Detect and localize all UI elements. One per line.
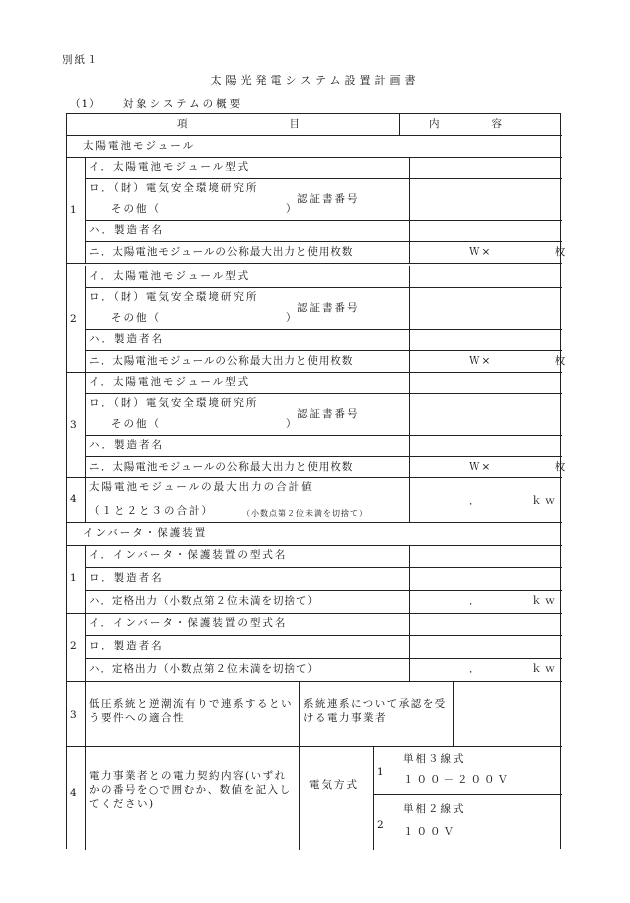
module-output-value: Ｗ× 枚 [469,246,568,258]
module-group-number: 2 [70,313,79,325]
total-number: 4 [70,493,79,505]
header-item: 項 目 [177,118,302,130]
total-note: （小数点第２位未満を切捨て） [242,509,368,518]
module-other-label: その他（ ） [111,312,299,324]
module-cert-label: 認証書番号 [297,302,360,314]
module-lab-label: ロ．（財）電気安全環境研究所 [89,182,259,194]
module-type-label: イ．太陽電池モジュール型式 [89,161,251,173]
section-heading [70,96,243,111]
total-label: 太陽電池モジュールの最大出力の合計値 [89,481,314,493]
option-1-number: 1 [377,766,386,778]
inverter-rating-value: ． ｋｗ [469,595,559,607]
row4-method: 電気方式 [309,779,359,791]
module-cert-label: 認証書番号 [297,193,360,205]
inverter-rating-label: ハ．定格出力（小数点第２位未満を切捨て） [89,663,319,675]
inverter-section-title: インバータ・保護装置 [83,527,208,539]
option-1-name: 単相３線式 [403,753,466,765]
module-other-label: その他（ ） [111,203,299,215]
system-overview-table [66,113,568,849]
option-2-name: 単相２線式 [403,803,466,815]
inverter-group-number: 2 [70,640,79,652]
inverter-type-label: イ．インバータ・保護装置の型式名 [89,617,288,629]
module-output-label: ニ．太陽電池モジュールの公称最大出力と使用枚数 [89,246,354,258]
module-type-label: イ．太陽電池モジュール型式 [89,270,251,282]
row4-number: 4 [70,787,79,799]
module-lab-label: ロ．（財）電気安全環境研究所 [89,291,259,303]
row3-number: 3 [70,709,79,721]
attachment-label: 別紙１ [62,54,100,66]
inverter-rating-label: ハ．定格出力（小数点第２位未満を切捨て） [89,595,319,607]
inverter-rating-value: ． ｋｗ [469,663,559,675]
option-2-voltage: １００Ｖ [403,826,457,838]
module-maker-label: ハ．製造者名 [89,333,164,345]
module-maker-label: ハ．製造者名 [89,224,164,236]
section-number: （1） [70,98,101,110]
total-sub: （１と２と３の合計） [89,505,214,517]
module-group-number: 1 [70,204,79,216]
module-type-label: イ．太陽電池モジュール型式 [89,376,251,388]
module-lab-label: ロ．（財）電気安全環境研究所 [89,397,259,409]
row3-label: 低圧系統と逆潮流有りで連系するという要件への適合性 [89,698,293,724]
inverter-maker-label: ロ．製造者名 [89,640,164,652]
header-content: 内 容 [429,118,504,130]
document-title: 太陽光発電システム設置計画書 [210,74,420,87]
module-maker-label: ハ．製造者名 [89,439,164,451]
module-output-value: Ｗ× 枚 [469,461,568,473]
inverter-maker-label: ロ．製造者名 [89,572,164,584]
module-cert-label: 認証書番号 [297,408,360,420]
row3-approval: 系統連系について承認を受ける電力事業者 [303,698,447,724]
module-output-label: ニ．太陽電池モジュールの公称最大出力と使用枚数 [89,355,354,367]
inverter-type-label: イ．インバータ・保護装置の型式名 [89,549,288,561]
module-output-value: Ｗ× 枚 [469,355,568,367]
module-other-label: その他（ ） [111,418,299,430]
option-1-voltage: １００－２００Ｖ [403,774,511,786]
total-value: ． ｋｗ [469,495,559,507]
option-2-number: 2 [377,819,386,831]
module-section-title: 太陽電池モジュール [83,140,196,152]
row4-label: 電力事業者との電力契約内容(いずれかの番号を○で囲むか、数値を記入してください) [89,770,292,810]
module-group-number: 3 [70,419,79,431]
section-title: 対象システムの概要 [122,98,244,110]
module-output-label: ニ．太陽電池モジュールの公称最大出力と使用枚数 [89,461,354,473]
inverter-group-number: 1 [70,572,79,584]
